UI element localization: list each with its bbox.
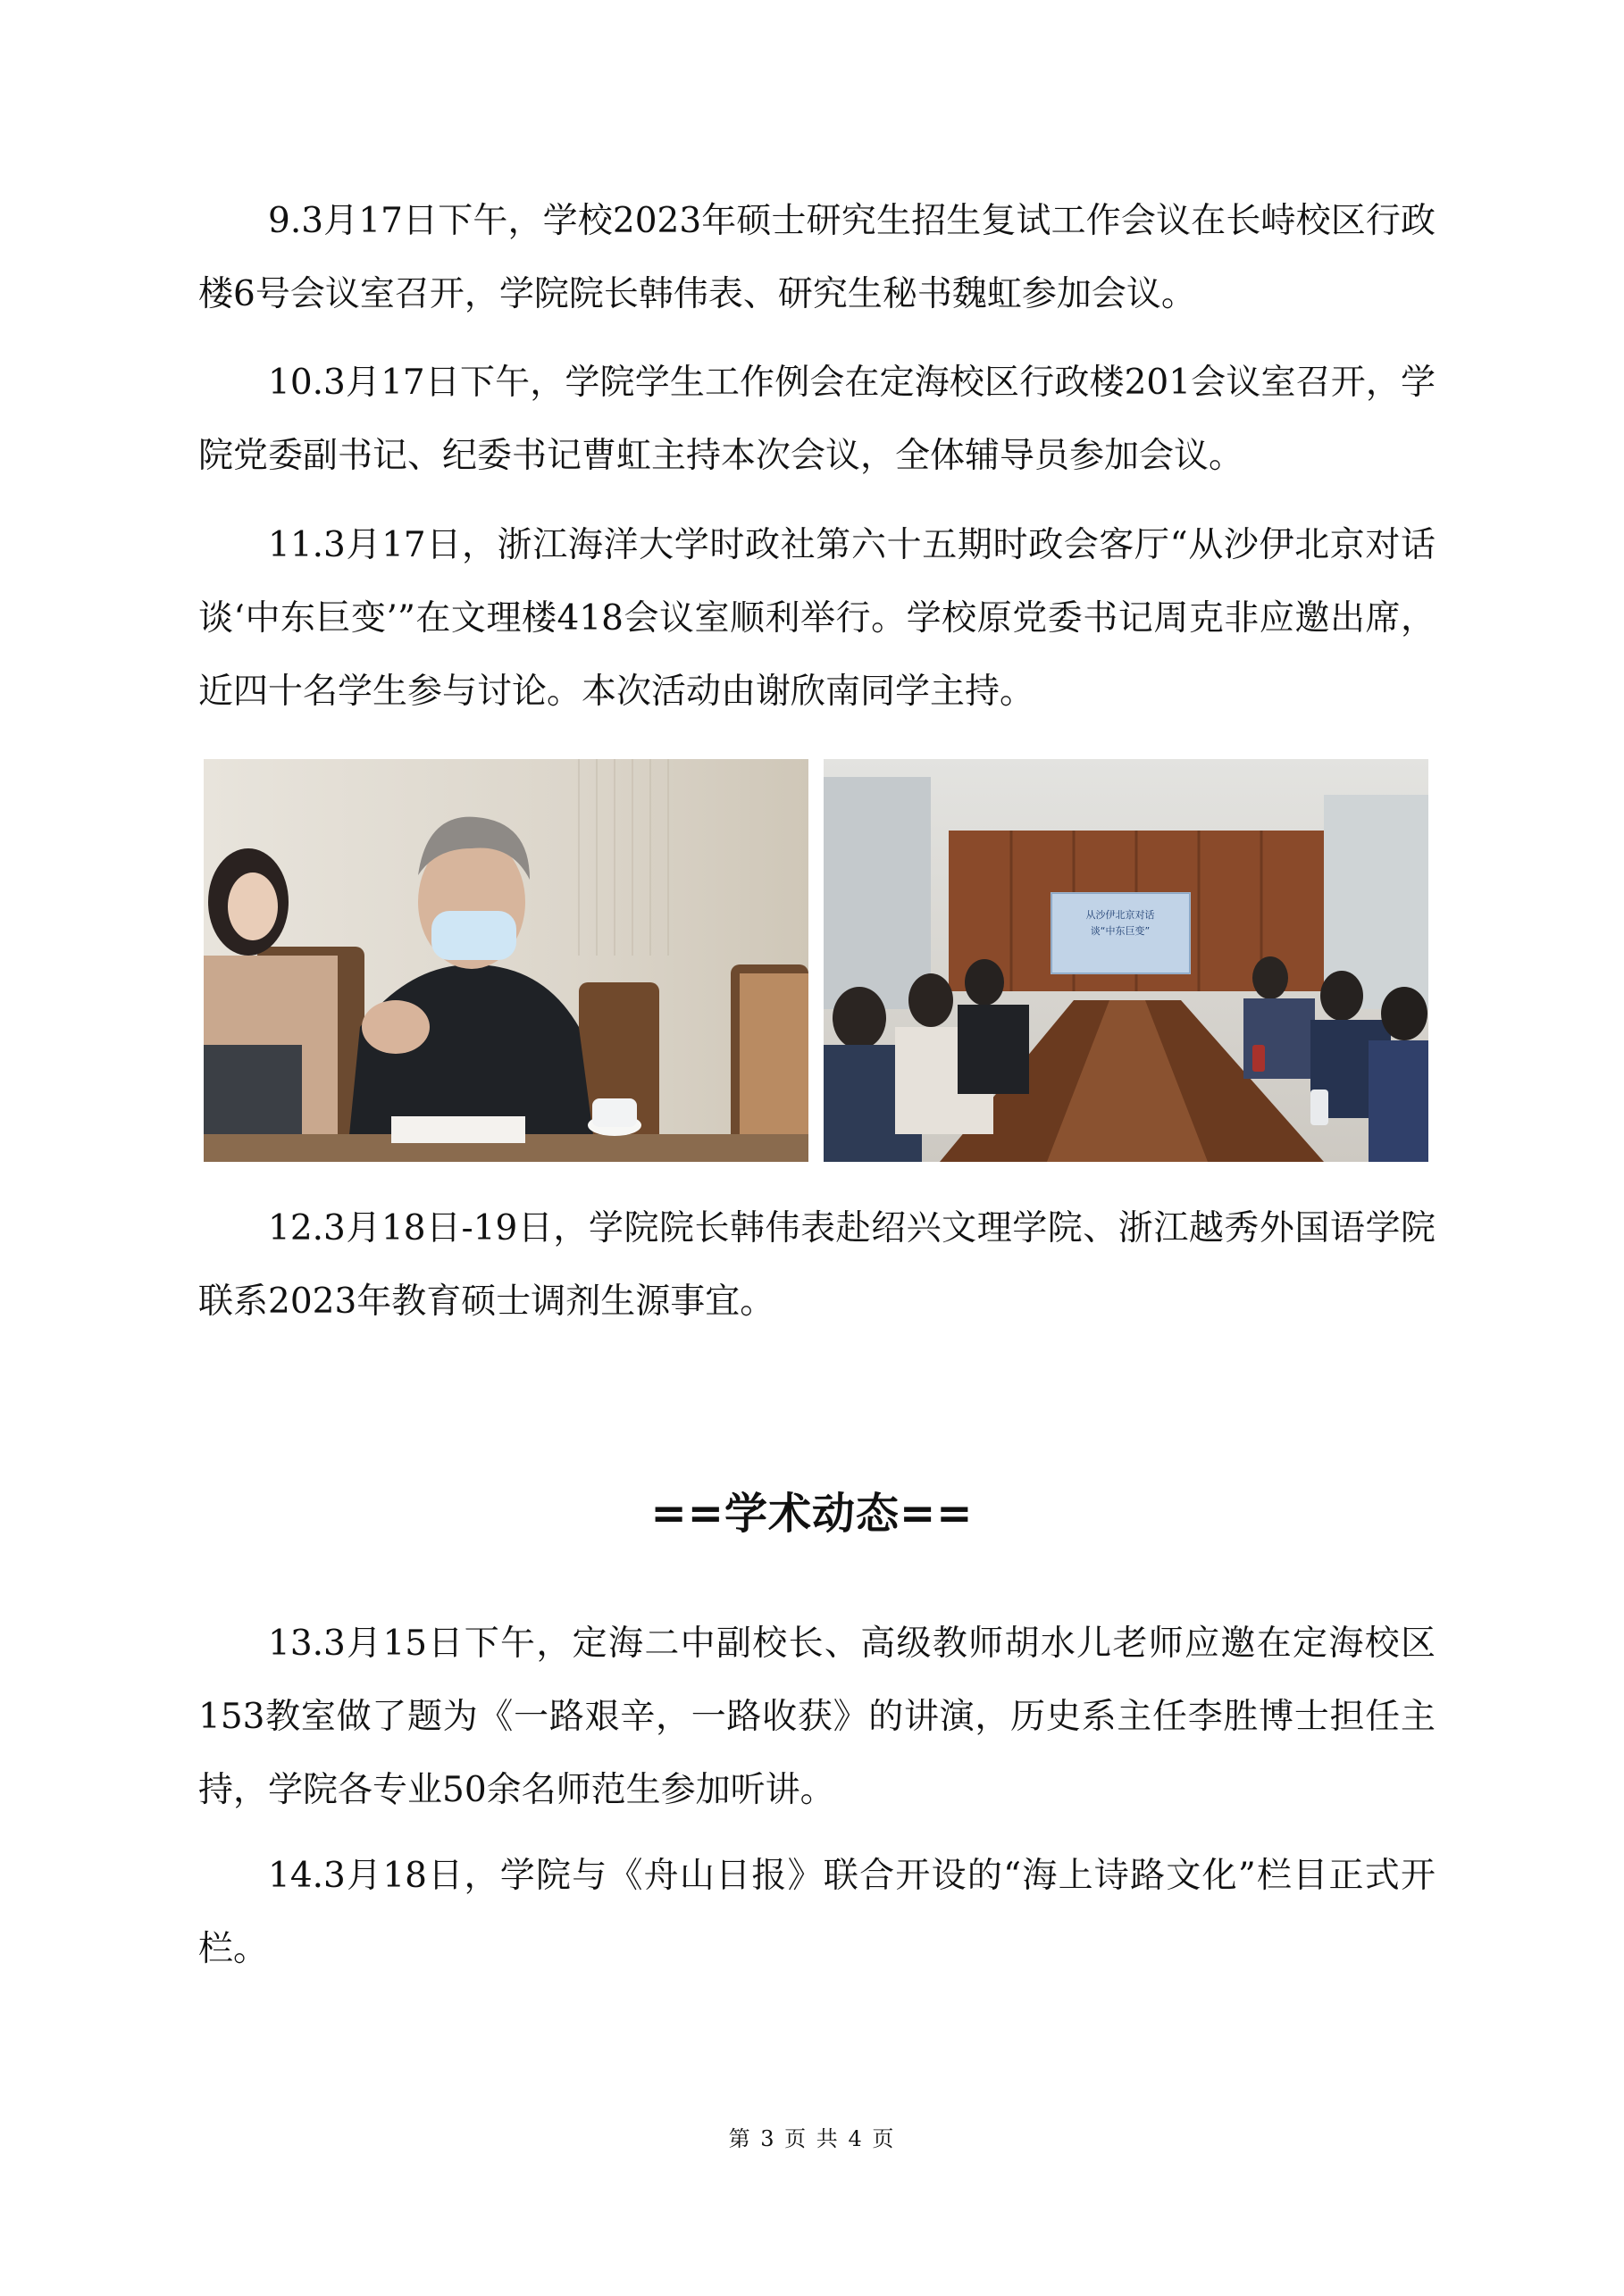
news-item-14: 14.3月18日，学院与《舟山日报》联合开设的“海上诗路文化”栏目正式开栏。 [198,1856,1436,1969]
news-item-9: 9.3月17日下午，学校2023年硕士研究生招生复试工作会议在长峙校区行政楼6号会议室召开，学院院长韩伟表、研究生秘书魏虹参加会议。 [198,201,1436,314]
section-heading-academic: ==学术动态== [650,1489,974,1539]
photo-guest-speaking [204,759,808,1162]
screen-line-1: 从沙伊北京对话 [1085,909,1155,921]
screen-line-2: 谈“中东巨变” [1090,925,1151,937]
news-item-13: 13.3月15日下午，定海二中副校长、高级教师胡水儿老师应邀在定海校区153教室做了题为《一路艰辛，一路收获》的讲演，历史系主任李胜博士担任主持，学院各专业50余名师范生参加听讲。 [198,1624,1436,1810]
news-item-11: 11.3月17日，浙江海洋大学时政社第六十五期时政会客厅“从沙伊北京对话谈‘中东巨变’”在文理楼418会议室顺利举行。学校原党委书记周克非应邀出席，近四十名学生参与讨论。本次活动由谢欣南同学主持。 [198,525,1436,712]
photo-guest-speaking-image [204,759,808,1162]
photo-meeting-room [824,759,1428,1162]
photo-meeting-room-image [824,759,1428,1162]
page-footer: 第 3 页 共 4 页 [728,2126,896,2151]
news-item-12: 12.3月18日-19日，学院院长韩伟表赴绍兴文理学院、浙江越秀外国语学院联系2023年教育硕士调剂生源事宜。 [198,1208,1436,1322]
news-item-10: 10.3月17日下午，学院学生工作例会在定海校区行政楼201会议室召开，学院党委副书记、纪委书记曹虹主持本次会议，全体辅导员参加会议。 [198,363,1436,476]
